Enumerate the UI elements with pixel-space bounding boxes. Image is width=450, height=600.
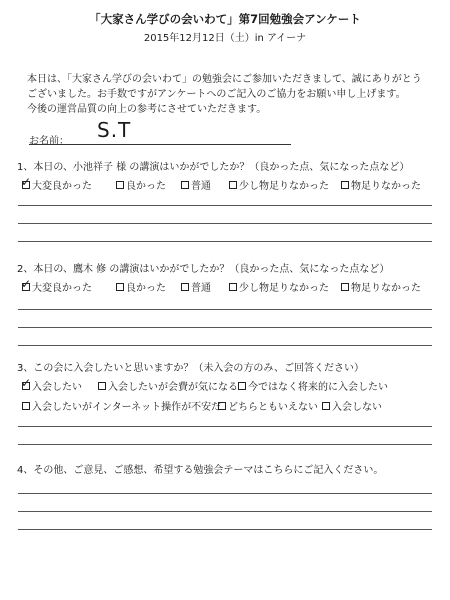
- q2-option-5[interactable]: [341, 279, 421, 294]
- checkbox[interactable]: [229, 181, 237, 189]
- q2-option-5-label: 物足りなかった: [351, 283, 421, 294]
- checkbox[interactable]: [181, 283, 189, 291]
- checkbox[interactable]: [341, 181, 349, 189]
- question-2: 2、本日の、鷹木 修 の講演はいかがでしたか？（良かった点、気になった点など）: [17, 264, 390, 275]
- q2-option-2[interactable]: [116, 279, 166, 294]
- q2-option-4-label: 少し物足りなかった: [239, 283, 329, 294]
- checkbox[interactable]: [116, 283, 124, 291]
- answer-line: [18, 529, 432, 530]
- q3-option-6[interactable]: [322, 398, 382, 413]
- checkbox[interactable]: [22, 402, 30, 410]
- check-mark-icon: ✓: [21, 375, 32, 390]
- q3-option-2-label: 入会したいが会費が気になる: [108, 382, 238, 393]
- check-mark-icon: ✓: [21, 174, 32, 189]
- checkbox[interactable]: [116, 181, 124, 189]
- name-underline: [29, 144, 291, 145]
- q1-option-5-label: 物足りなかった: [351, 181, 421, 192]
- q2-option-1-label: 大変良かった: [32, 283, 92, 294]
- checkbox[interactable]: [229, 283, 237, 291]
- answer-line: [18, 327, 432, 328]
- q2-option-3[interactable]: [181, 279, 211, 294]
- q2-option-2-label: 良かった: [126, 283, 166, 294]
- intro-line-2: ございました。お手数ですがアンケートへのご記入のご協力をお願い申し上げます。: [27, 89, 406, 100]
- q1-option-5[interactable]: [341, 177, 421, 192]
- name-label: お名前：: [29, 136, 69, 147]
- q3-option-3[interactable]: [238, 378, 388, 393]
- intro-line-3: 今後の運営品質の向上の参考にさせていただきます。: [27, 104, 267, 115]
- checkbox-checked[interactable]: [21, 276, 32, 291]
- q2-option-3-label: 普通: [191, 283, 211, 294]
- q1-option-1-label: 大変良かった: [32, 181, 92, 192]
- q1-option-2-label: 良かった: [126, 181, 166, 192]
- q3-option-4[interactable]: [22, 398, 221, 413]
- q3-option-5[interactable]: [218, 398, 318, 413]
- answer-line: [18, 241, 432, 242]
- checkbox[interactable]: [218, 402, 226, 410]
- question-3: 3、この会に入会したいと思いますか？（未入会の方のみ、ご回答ください）: [17, 363, 364, 374]
- checkbox[interactable]: [98, 382, 106, 390]
- intro-line-1: 本日は、「大家さん学びの会いわて」の勉強会にご参加いただきまして、誠にありがとう: [27, 74, 422, 85]
- checkbox[interactable]: [181, 181, 189, 189]
- q3-option-1-label: 入会したい: [32, 382, 82, 393]
- answer-line: [18, 511, 432, 512]
- q1-option-3[interactable]: [181, 177, 211, 192]
- survey-date: 2015年12月12日（土）in アイーナ: [143, 33, 307, 44]
- answer-line: [18, 426, 432, 427]
- answer-line: [18, 493, 432, 494]
- answer-line: [18, 309, 432, 310]
- q2-option-4[interactable]: [229, 279, 329, 294]
- checkbox-checked[interactable]: [21, 375, 32, 390]
- answer-line: [18, 444, 432, 445]
- answer-line: [18, 345, 432, 346]
- check-mark-icon: ✓: [21, 276, 32, 291]
- question-1: 1、本日の、小池祥子 様 の講演はいかがでしたか？（良かった点、気になった点など）: [17, 162, 410, 173]
- q1-option-2[interactable]: [116, 177, 166, 192]
- checkbox-checked[interactable]: [21, 174, 32, 189]
- q1-option-3-label: 普通: [191, 181, 211, 192]
- q2-option-1[interactable]: [21, 276, 92, 294]
- checkbox[interactable]: [238, 382, 246, 390]
- answer-line: [18, 223, 432, 224]
- q3-option-1[interactable]: [21, 375, 82, 393]
- q1-option-4[interactable]: [229, 177, 329, 192]
- name-handwritten-value: S.T: [97, 118, 132, 142]
- question-4: 4、その他、ご意見、ご感想、希望する勉強会テーマはこちらにご記入ください。: [17, 465, 384, 476]
- q3-option-4-label: 入会したいがインターネット操作が不安だ: [32, 402, 222, 413]
- q3-option-3-label: 今ではなく将来的に入会したい: [248, 382, 388, 393]
- survey-title: 「大家さん学びの会いわて」第7回勉強会アンケート: [89, 12, 361, 26]
- checkbox[interactable]: [322, 402, 330, 410]
- q1-option-4-label: 少し物足りなかった: [239, 181, 329, 192]
- q1-option-1[interactable]: [21, 174, 92, 192]
- q3-option-5-label: どちらともいえない: [228, 402, 318, 413]
- q3-option-2[interactable]: [98, 378, 238, 393]
- checkbox[interactable]: [341, 283, 349, 291]
- answer-line: [18, 205, 432, 206]
- q3-option-6-label: 入会しない: [332, 402, 382, 413]
